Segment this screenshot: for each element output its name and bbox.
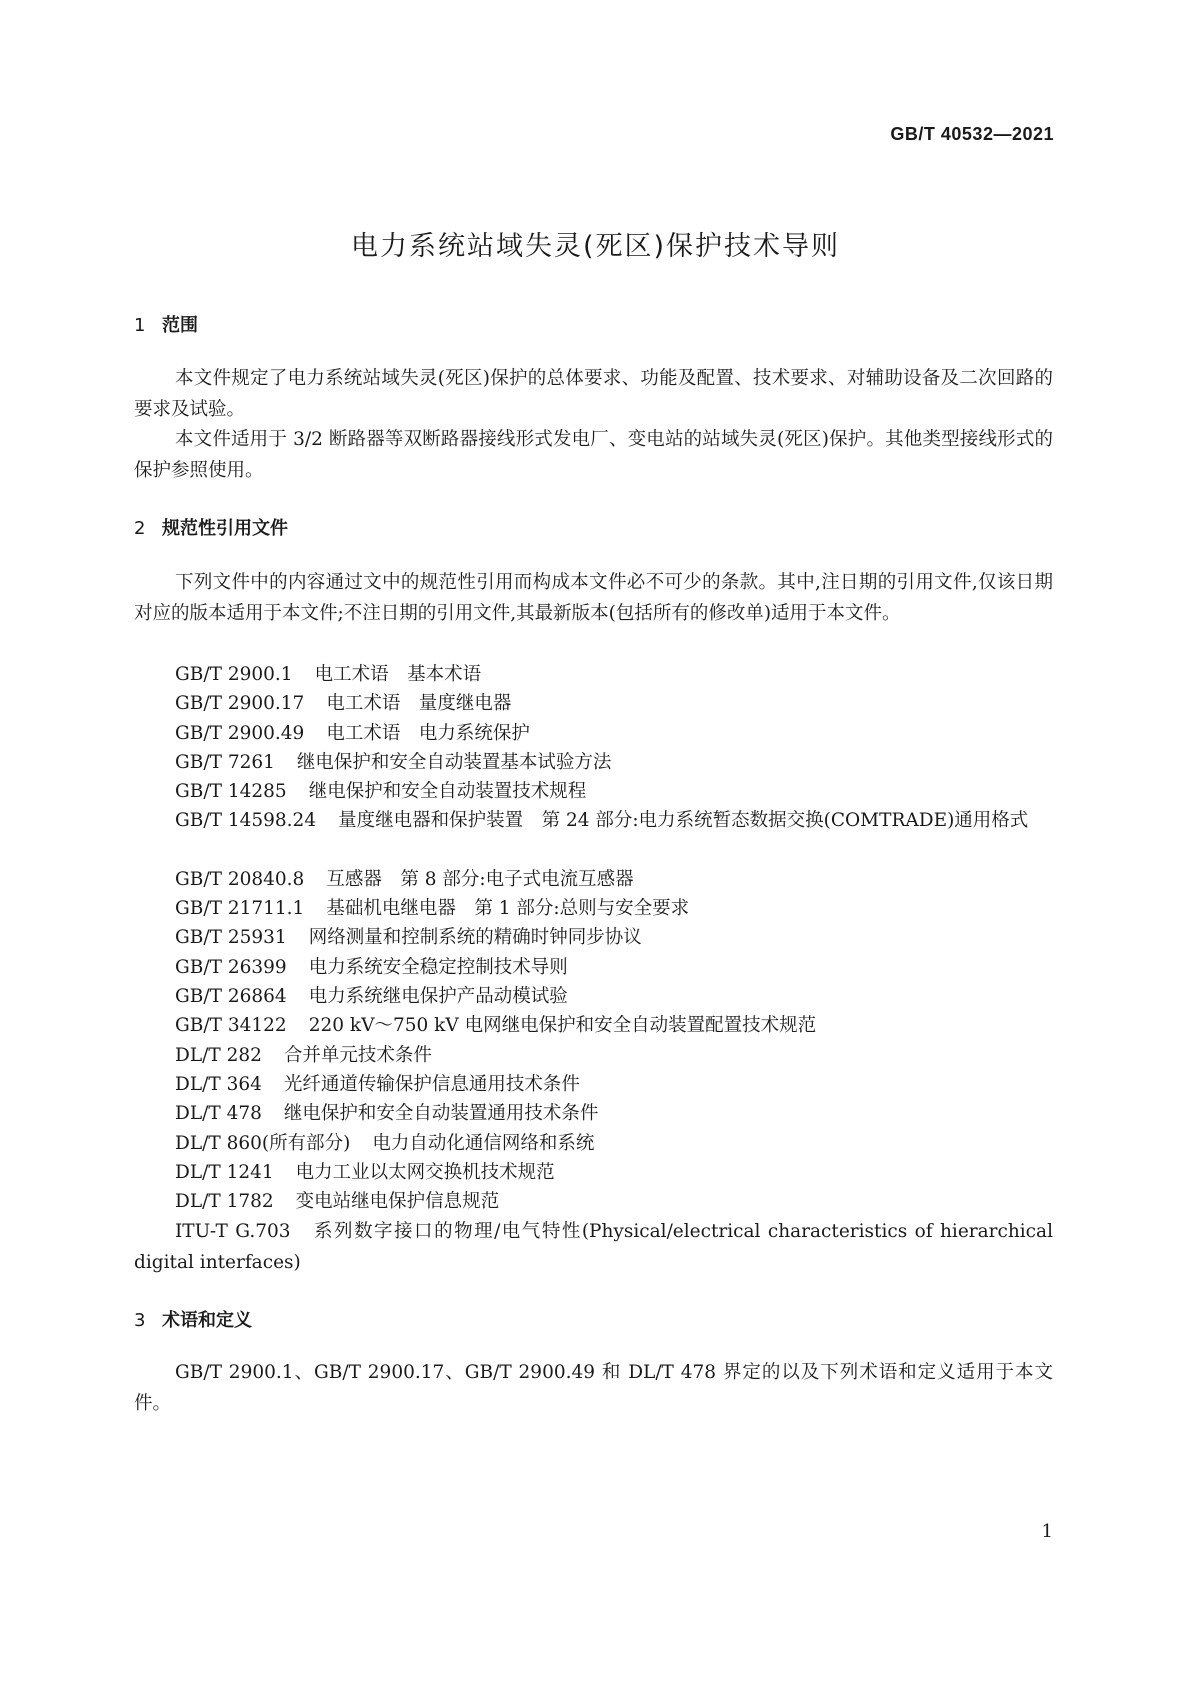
reference-item — [175, 1069, 580, 1100]
reference-title: 电力自动化通信网络和系统 — [372, 1133, 595, 1154]
reference-title: 光纤通道传输保护信息通用技术条件 — [283, 1074, 580, 1095]
reference-code: GB/T 20840.8 — [175, 869, 305, 890]
reference-code: GB/T 2900.49 — [175, 723, 305, 744]
reference-title: 基础机电继电器 第 1 部分:总则与安全要求 — [326, 898, 690, 919]
scope-paragraph-2: 本文件适用于 3/2 断路器等双断路器接线形式发电厂、变电站的站域失灵(死区)保护。其他类型接线形式的保护参照使用。 — [134, 429, 1053, 481]
reference-item — [175, 776, 586, 807]
reference-item — [175, 718, 530, 749]
reference-title: 互感器 第 8 部分:电子式电流互感器 — [326, 869, 634, 890]
reference-title: 电力工业以太网交换机技术规范 — [295, 1162, 555, 1183]
reference-title: 电工术语 量度继电器 — [326, 693, 512, 714]
reference-code: GB/T 34122 — [175, 1015, 287, 1036]
scope-paragraph-1: 本文件规定了电力系统站域失灵(死区)保护的总体要求、功能及配置、技术要求、对辅助设备及二次回路的要求及试验。 — [134, 368, 1053, 420]
section-number: 1 — [134, 315, 146, 336]
section-number: 2 — [134, 518, 146, 539]
reference-item — [175, 688, 511, 719]
reference-title: 电力系统安全稳定控制技术导则 — [308, 957, 568, 978]
reference-code: GB/T 14598.24 — [175, 810, 317, 831]
references-intro: 下列文件中的内容通过文中的规范性引用而构成本文件必不可少的条款。其中,注日期的引用文件,仅该日期对应的版本适用于本文件;不注日期的引用文件,其最新版本(包括所有的修改单)适用于本文件。 — [134, 572, 1053, 624]
reference-title: 网络测量和控制系统的精确时钟同步协议 — [308, 927, 642, 948]
reference-item — [175, 1128, 594, 1159]
reference-title: 电力系统继电保护产品动模试验 — [308, 986, 568, 1007]
reference-code: GB/T 26864 — [175, 986, 287, 1007]
reference-title: 继电保护和安全自动装置通用技术条件 — [283, 1103, 599, 1124]
reference-code: GB/T 14285 — [175, 781, 287, 802]
reference-title: 220 kV～750 kV 电网继电保护和安全自动装置配置技术规范 — [308, 1015, 817, 1036]
reference-title: 继电保护和安全自动装置基本试验方法 — [296, 752, 612, 773]
reference-title: 电工术语 电力系统保护 — [326, 723, 530, 744]
reference-code: GB/T 26399 — [175, 957, 287, 978]
reference-code: GB/T 2900.17 — [175, 693, 305, 714]
section-1-heading — [134, 311, 198, 337]
document-title: 电力系统站域失灵(死区)保护技术导则 — [350, 231, 841, 262]
reference-title: 合并单元技术条件 — [283, 1045, 432, 1066]
reference-item — [175, 922, 642, 953]
reference-code: DL/T 282 — [175, 1045, 262, 1066]
reference-title: 量度继电器和保护装置 第 24 部分:电力系统暂态数据交换(COMTRADE)通用格式 — [338, 810, 1029, 831]
reference-item — [175, 1186, 499, 1217]
reference-code: GB/T 21711.1 — [175, 898, 305, 919]
reference-title: 系列数字接口的物理/电气特性(Physical/electrical characteristics of hierarchical digital interfaces) — [134, 1221, 1053, 1273]
reference-item — [175, 1098, 598, 1129]
reference-code: GB/T 25931 — [175, 927, 287, 948]
reference-code: DL/T 860(所有部分) — [175, 1133, 351, 1154]
reference-item — [175, 981, 568, 1012]
reference-item — [134, 805, 1053, 836]
reference-code: DL/T 1241 — [175, 1162, 274, 1183]
reference-item — [175, 893, 689, 924]
reference-title: 变电站继电保护信息规范 — [295, 1191, 500, 1212]
reference-code: GB/T 7261 — [175, 752, 275, 773]
standard-number: GB/T 40532—2021 — [890, 124, 1054, 144]
section-3-heading — [134, 1306, 252, 1332]
reference-title: 电工术语 基本术语 — [314, 664, 482, 685]
reference-item — [175, 952, 568, 983]
reference-item — [175, 1157, 555, 1188]
reference-item — [175, 1010, 816, 1041]
reference-code: GB/T 2900.1 — [175, 664, 293, 685]
reference-code: DL/T 1782 — [175, 1191, 274, 1212]
reference-item — [175, 747, 611, 778]
section-title: 范围 — [162, 315, 198, 336]
reference-code: DL/T 478 — [175, 1103, 262, 1124]
reference-item — [175, 1040, 432, 1071]
section-title: 规范性引用文件 — [162, 518, 288, 539]
reference-code: DL/T 364 — [175, 1074, 262, 1095]
reference-code: ITU-T G.703 — [175, 1221, 291, 1242]
reference-item — [175, 659, 481, 690]
reference-title: 继电保护和安全自动装置技术规程 — [308, 781, 587, 802]
section-2-heading — [134, 514, 288, 540]
section-title: 术语和定义 — [162, 1310, 252, 1331]
page-number: 1 — [1041, 1521, 1053, 1542]
terms-paragraph: GB/T 2900.1、GB/T 2900.17、GB/T 2900.49 和 DL/T 478 界定的以及下列术语和定义适用于本文件。 — [134, 1362, 1053, 1414]
reference-item — [175, 864, 634, 895]
reference-item — [134, 1216, 1053, 1278]
section-number: 3 — [134, 1310, 146, 1331]
